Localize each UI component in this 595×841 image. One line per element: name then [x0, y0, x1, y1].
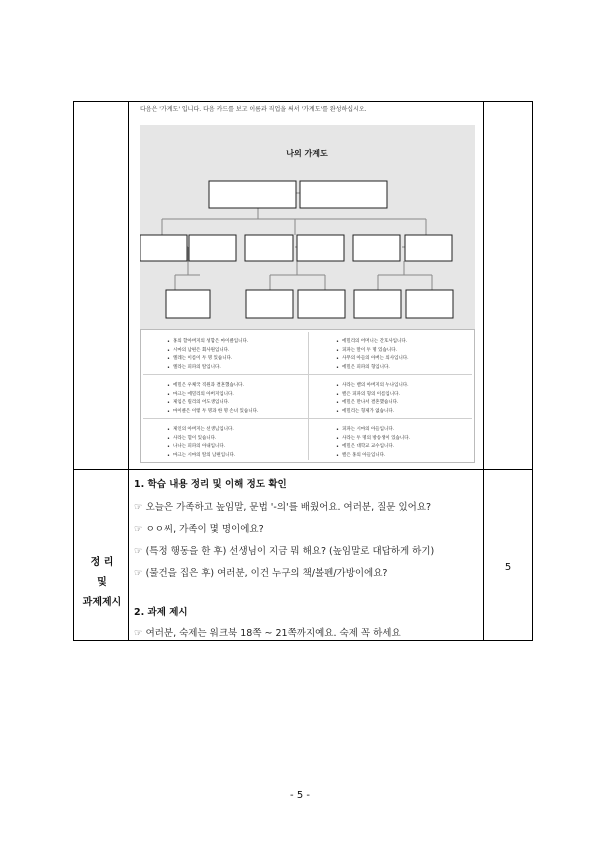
script-text: 오늘은 가족하고 높임말, 문법 '-의'를 배웠어요. 여러분, 질문 있어요?	[145, 502, 432, 513]
script-line	[134, 543, 434, 557]
script-line	[134, 625, 401, 639]
tree-box-gen3-5	[406, 290, 453, 318]
section-title-summary: 1. 학습 내용 정리 및 이해 정도 확인	[134, 479, 287, 490]
page-number: - 5 -	[290, 790, 310, 801]
table-border-bottom	[73, 640, 533, 641]
clue-card	[336, 338, 409, 372]
clue-text: • 시마의 남편은 회사원입니다.	[167, 347, 248, 356]
clue-card	[167, 382, 258, 416]
table-border-middle	[73, 469, 533, 470]
clue-card	[167, 426, 235, 460]
pointing-hand-icon: ☞	[134, 546, 143, 557]
script-line	[134, 521, 264, 535]
clue-text: • 제임은 릴리의 어도생입니다.	[167, 399, 258, 408]
time-minutes: 5	[504, 562, 512, 573]
tree-box-gen3-4	[354, 290, 401, 318]
clue-text: • 에밀리는 형제가 없습니다.	[336, 408, 409, 417]
tree-box-gen2-4	[297, 235, 344, 261]
tree-box-grandmother	[300, 181, 387, 208]
clue-text: • 사라는 두 명의 방송생이 있습니다.	[336, 435, 410, 444]
tree-box-gen2-5	[353, 235, 400, 261]
script-line	[134, 499, 431, 513]
clue-text: • 에밀은 대학교 교수입니다.	[336, 443, 410, 452]
clue-text: • 제인의 아버지는 선생님입니다.	[167, 426, 235, 435]
table-col-divider-1	[128, 101, 129, 641]
family-tree-figure	[140, 125, 475, 330]
script-text: (특정 행동을 한 후) 선생님이 지금 뭐 해요? (높임말로 대답하게 하기)	[145, 546, 435, 557]
pointing-hand-icon: ☞	[134, 524, 143, 535]
clue-card	[167, 338, 248, 372]
table-border-right	[532, 101, 533, 641]
clue-text: • 피파는 시마의 아들입니다.	[336, 426, 410, 435]
clue-text: • 에밀은 만나서 결혼했습니다.	[336, 399, 409, 408]
family-tree-title: 나의 가계도	[286, 149, 328, 158]
clue-cards-panel	[140, 329, 475, 463]
clue-text: • 에밀은 우체국 직원과 결혼했습니다.	[167, 382, 258, 391]
clue-text: • 에밀리의 어머니는 간호사입니다.	[336, 338, 409, 347]
clue-text: • 밸은 홍의 아들입니다.	[336, 452, 410, 461]
tree-box-gen3-3	[298, 290, 345, 318]
tree-box-gen2-2	[189, 235, 236, 261]
tree-box-gen3-1	[166, 290, 210, 318]
script-text: (물건을 집은 후) 여러분, 이건 누구의 책/볼펜/가방이에요?	[145, 568, 388, 579]
clue-text: • 밸은 피파의 형의 이름입니다.	[336, 391, 409, 400]
stage-label	[78, 553, 126, 613]
pointing-hand-icon: ☞	[134, 628, 143, 639]
tree-box-grandfather	[209, 181, 296, 208]
stage-label-line: 및	[97, 577, 107, 588]
clue-text: • 사무의 아들의 아버는 의사입니다.	[336, 355, 409, 364]
clue-text: • 마크는 에밀리의 아버지입니다.	[167, 391, 258, 400]
tree-box-gen2-3	[245, 235, 293, 261]
family-tree-diagram	[140, 125, 475, 330]
clue-text: • 엘라는 피파의 딸입니다.	[167, 364, 248, 373]
stage-label-line: 과제제시	[82, 597, 122, 608]
worksheet-instruction: 다음은 '가계도' 입니다. 다음 카드를 보고 이름과 직업을 써서 '가계도'를 완성하십시오.	[140, 106, 367, 113]
script-text: ㅇㅇ씨, 가족이 몇 명이에요?	[145, 524, 264, 535]
table-border-left	[73, 101, 74, 641]
clue-text: • 엘레는 이름이 두 명 있습니다.	[167, 355, 248, 364]
clue-card	[336, 382, 409, 416]
clue-text: • 에밀은 피파의 형입니다.	[336, 364, 409, 373]
clue-text: • 나나는 피파의 아내입니다.	[167, 443, 235, 452]
clue-text: • 사라는 밸의 아버지의 누나입니다.	[336, 382, 409, 391]
pointing-hand-icon: ☞	[134, 568, 143, 579]
pointing-hand-icon: ☞	[134, 502, 143, 513]
table-col-divider-2	[483, 101, 484, 641]
clue-text: • 홍의 할아버지의 성함은 마이클입니다.	[167, 338, 248, 347]
tree-box-gen3-2	[246, 290, 293, 318]
section-title-homework: 2. 과제 제시	[134, 607, 188, 618]
tree-box-gen2-6	[405, 235, 452, 261]
clue-text: • 피파는 딸이 두 명 있습니다.	[336, 347, 409, 356]
clue-text: • 마이클은 이렇 두 명과 한 명 손녀 있습니다.	[167, 408, 258, 417]
clue-text: • 사라는 혈이 있습니다.	[167, 435, 235, 444]
clue-card	[336, 426, 410, 460]
table-border-top	[73, 101, 533, 102]
script-text: 여러분, 숙제는 워크북 18쪽 ~ 21쪽까지예요. 숙제 꼭 하세요	[145, 628, 401, 639]
script-line	[134, 565, 387, 579]
clue-text: • 마크는 시마의 딸의 남편입니다.	[167, 452, 235, 461]
tree-box-gen2-1	[140, 235, 187, 261]
stage-label-line: 정 리	[90, 557, 114, 568]
